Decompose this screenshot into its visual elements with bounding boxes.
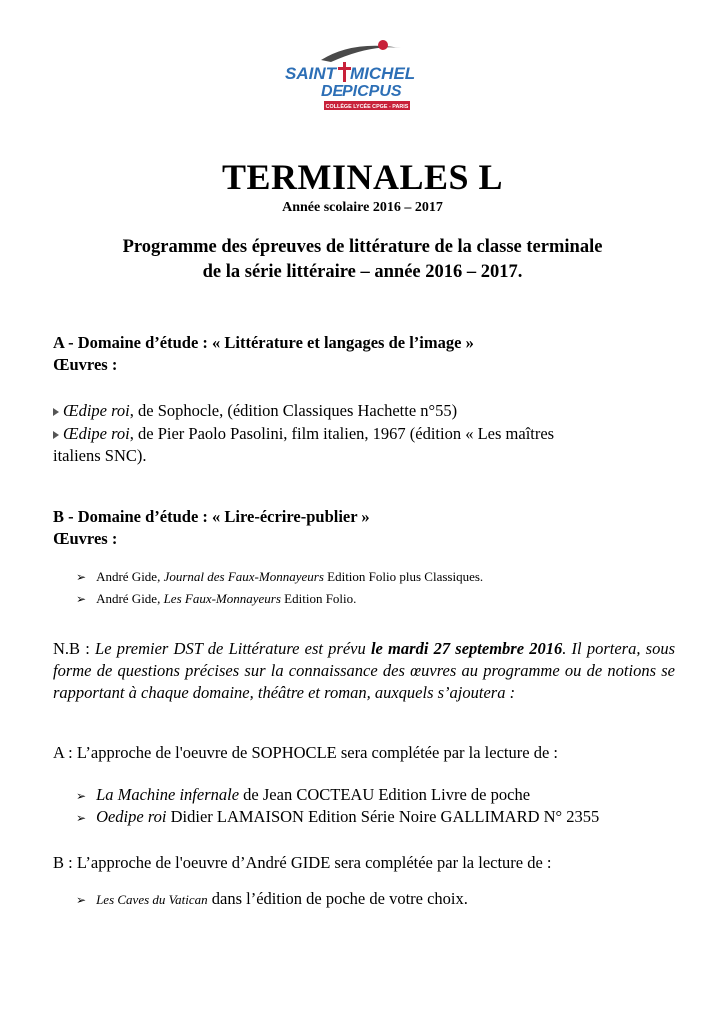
logo-saint: SAINT <box>285 64 336 83</box>
section-a-item-1: Œdipe roi, de Sophocle, (édition Classiques Hachette n°55) <box>53 400 683 422</box>
school-year: Année scolaire 2016 – 2017 <box>282 200 443 215</box>
program-heading-line1: Programme des épreuves de littérature de la classe terminale <box>122 237 603 257</box>
nb-paragraph: N.B : Le premier DST de Littérature est prévu le mardi 27 septembre 2016. Il portera, sous forme de questions précises sur la connaissance des œuvres au programme ou de notions se rapportant à chaque domaine, théâtre et roman, auxquels s’ajoutera : <box>53 639 675 702</box>
triangle-bullet-icon <box>53 431 59 439</box>
section-b-title: B - Domaine d’étude : « Lire-écrire-publier » <box>53 507 370 526</box>
arrow-bullet-icon: ➢ <box>76 570 87 584</box>
logo-graphic <box>283 38 433 118</box>
dst-date: le mardi 27 septembre 2016 <box>370 639 563 658</box>
para-b-text: B : L’approche de l'oeuvre d’André GIDE sera complétée par la lecture de : <box>53 853 552 872</box>
logo-swoosh <box>321 46 401 62</box>
para-a-item-1: ➢ La Machine infernale de Jean COCTEAU Edition Livre de poche <box>76 785 531 804</box>
logo-cross-icon <box>343 62 346 82</box>
page-title: TERMINALES L <box>221 157 504 197</box>
arrow-bullet-icon: ➢ <box>76 592 87 606</box>
para-a-text: A : L’approche de l'oeuvre de SOPHOCLE sera complétée par la lecture de : <box>53 743 558 762</box>
logo-de: DE <box>321 83 344 100</box>
section-a-item-2: Œdipe roi, de Pier Paolo Pasolini, film italien, 1967 (édition « Les maîtres italiens SNC). <box>53 424 555 465</box>
section-b-oeuvres-label: Œuvres : <box>53 529 118 548</box>
logo-michel: MICHEL <box>350 64 416 83</box>
section-a-oeuvres-label: Œuvres : <box>53 355 118 374</box>
section-b-item-2: ➢ André Gide, Les Faux-Monnayeurs Edition Folio. <box>76 591 357 606</box>
program-heading-line2: de la série littéraire – année 2016 – 2017. <box>202 262 523 282</box>
arrow-bullet-icon: ➢ <box>76 789 87 803</box>
logo-picpus: PICPUS <box>342 83 402 100</box>
section-b-item-1: ➢ André Gide, Journal des Faux-Monnayeurs Edition Folio plus Classiques. <box>76 569 484 584</box>
para-b-item-1: ➢ Les Caves du Vatican dans l’édition de poche de votre choix. <box>76 889 468 908</box>
arrow-bullet-icon: ➢ <box>76 893 87 907</box>
section-a-title: A - Domaine d’étude : « Littérature et langages de l’image » <box>53 333 474 352</box>
logo-red-dot <box>378 40 388 50</box>
para-a-item-2: ➢ Oedipe roi Didier LAMAISON Edition Série Noire GALLIMARD N° 2355 <box>76 807 600 826</box>
arrow-bullet-icon: ➢ <box>76 811 87 825</box>
school-logo <box>283 38 433 118</box>
program-heading <box>0 235 725 285</box>
logo-tagline: COLLÈGE LYCÉE CPGE - PARIS <box>325 104 409 110</box>
triangle-bullet-icon <box>53 408 59 416</box>
